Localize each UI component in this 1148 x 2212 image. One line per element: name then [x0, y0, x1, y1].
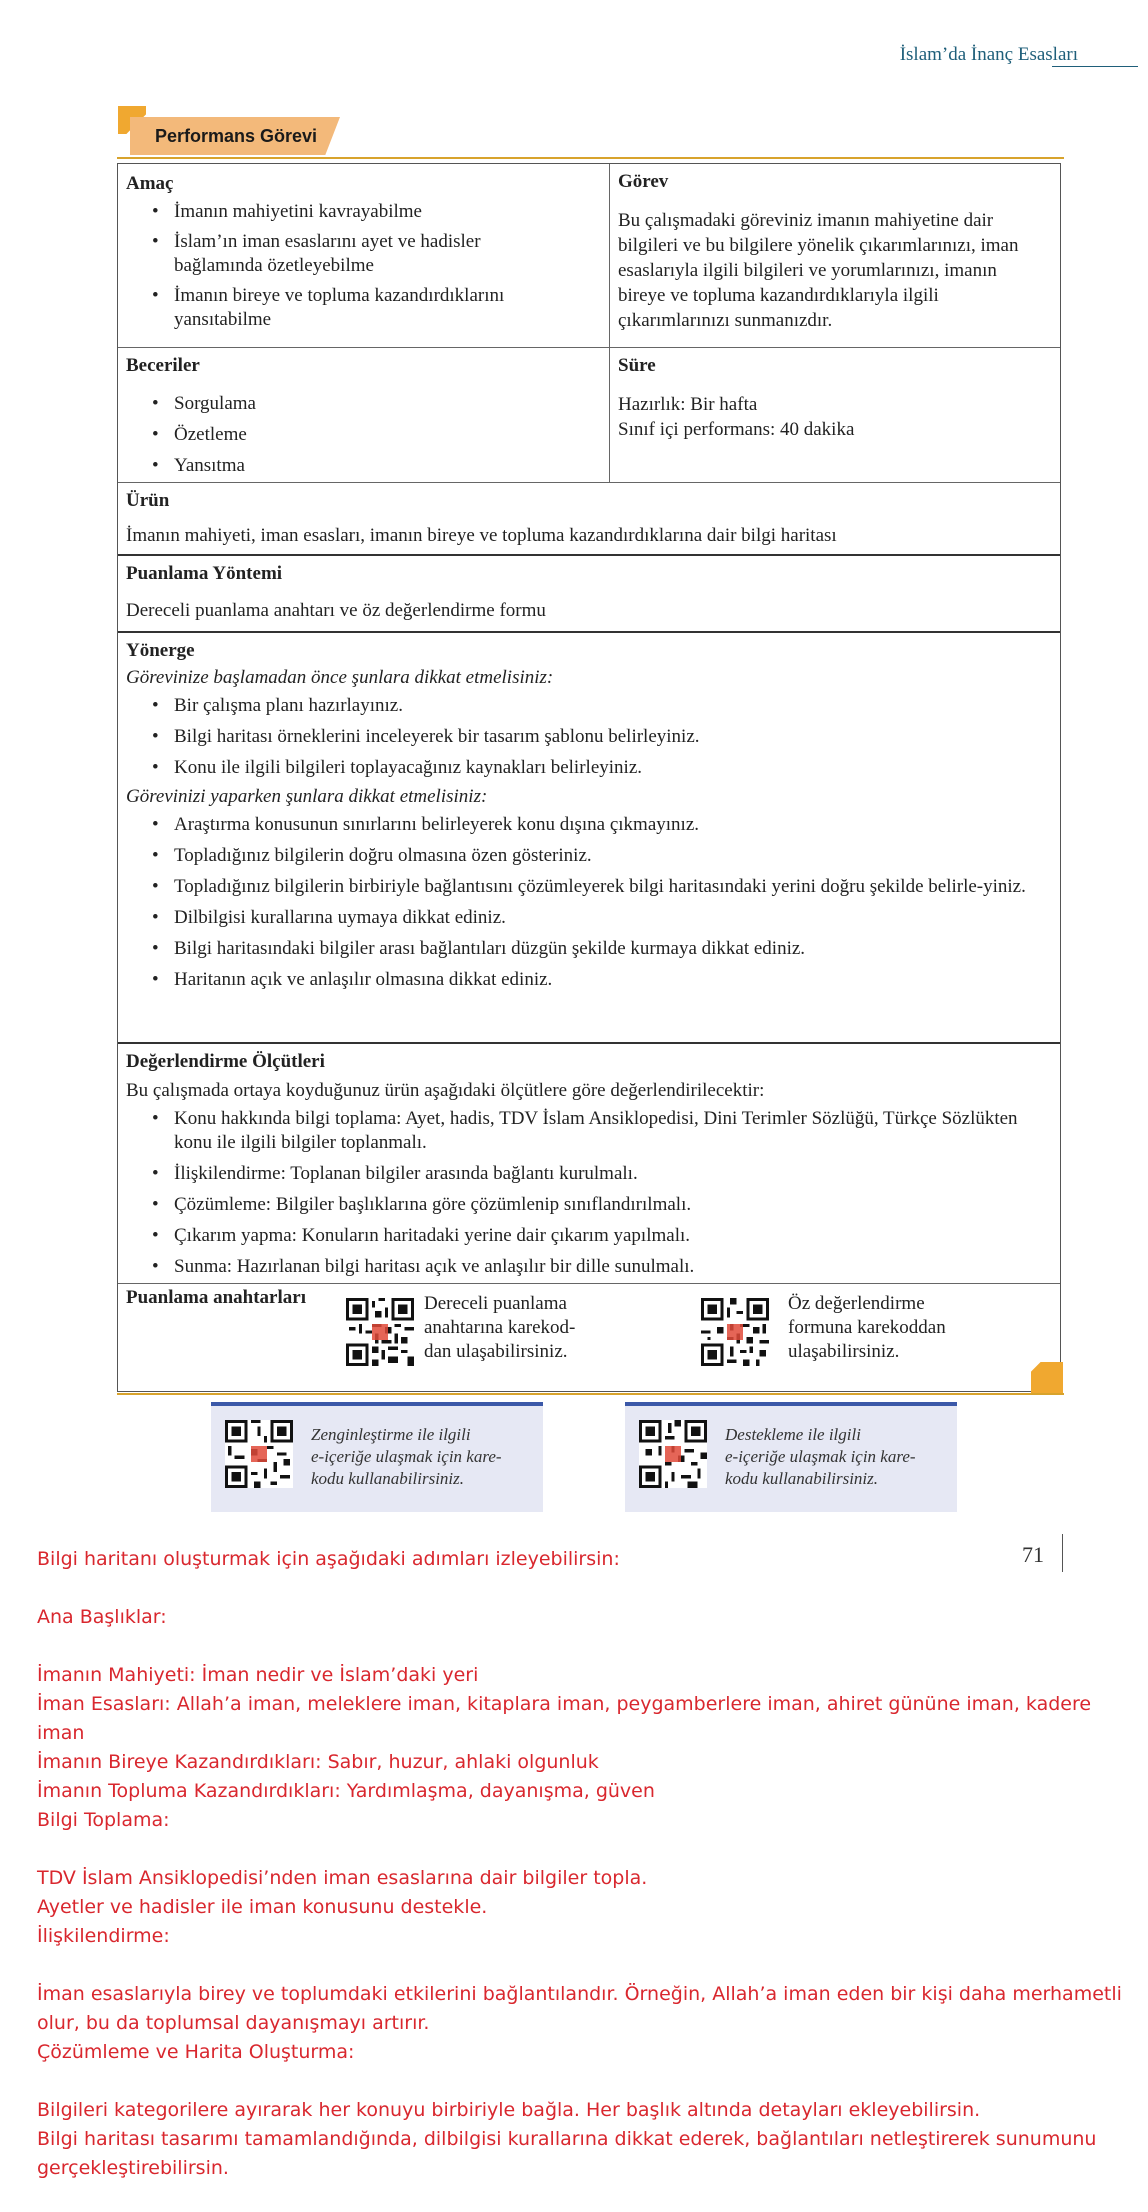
list-item: • Çözümleme: Bilgiler başlıklarına göre çözümlenip sınıflandırılmalı. [174, 1193, 1052, 1217]
list-item: • Topladığınız bilgilerin doğru olmasına özen gösteriniz. [174, 844, 1052, 868]
row-puanlama-anahtarlari [118, 1284, 1060, 1391]
row-degerlendirme [118, 1044, 1060, 1284]
header-underline [1052, 66, 1138, 67]
yonerge-heading: Yönerge [126, 640, 195, 661]
list-item: • Dilbilgisi kurallarına uymaya dikkat ediniz. [174, 906, 1052, 930]
note-line: İman esaslarıyla birey ve toplumdaki etkilerini bağlantılandır. Örneğin, Allah’a iman eden bir kişi daha merhametli olur, bu da toplumsal dayanışmayı artırır. [37, 1983, 1122, 2034]
puanlama-yontemi-cell [118, 556, 1060, 631]
note-line [37, 1951, 1137, 1980]
sure-cell [610, 348, 1060, 482]
qr-code-destekleme[interactable] [639, 1420, 707, 1488]
puanlama-anahtarlari-heading: Puanlama anahtarları [126, 1287, 306, 1308]
list-item: • İmanın mahiyetini kavrayabilme [174, 200, 601, 224]
performance-task-label: Performans Görevi [155, 126, 318, 146]
note-line: İmanın Bireye Kazandırdıkları: Sabır, huzur, ahlaki olgunluk [37, 1751, 599, 1773]
note-line: Bilgi haritanı oluşturmak için aşağıdaki adımları izleyebilirsin: [37, 1548, 620, 1570]
urun-cell [118, 483, 1060, 554]
eicerik-zenginlestirme-box [211, 1402, 543, 1512]
eicerik-zenginlestirme-text [311, 1424, 502, 1490]
puanlama-yontemi-heading: Puanlama Yöntemi [126, 563, 283, 584]
eicerik-destekleme-text [725, 1424, 916, 1490]
row-amac-gorev [118, 164, 1060, 348]
caption-line: dan ulaşabilirsiniz. [424, 1341, 568, 1362]
list-item: • İmanın bireye ve topluma kazandırdıklarını yansıtabilme [174, 284, 574, 332]
list-item: • İlişkilendirme: Toplanan bilgiler arasında bağlantı kurulmalı. [174, 1162, 1052, 1186]
note-line: İmanın Topluma Kazandırdıkları: Yardımlaşma, dayanışma, güven [37, 1780, 655, 1802]
row-beceriler-sure [118, 348, 1060, 483]
caption-line: Dereceli puanlama [424, 1293, 567, 1314]
list-item: • Yansıtma [174, 454, 601, 478]
caption-line: kodu kullanabilirsiniz. [311, 1469, 464, 1488]
caption-line: Öz değerlendirme [788, 1293, 925, 1314]
top-gold-line [117, 157, 1064, 159]
amac-heading: Amaç [126, 173, 174, 194]
caption-line: anahtarına karekod- [424, 1317, 576, 1338]
list-item: • Özetleme [174, 423, 601, 447]
note-line [37, 2067, 1137, 2096]
sure-heading: Süre [618, 355, 656, 376]
amac-cell [118, 164, 609, 347]
caption-line: Destekleme ile ilgili [725, 1425, 861, 1444]
note-line [37, 1632, 1137, 1661]
note-line [37, 1835, 1137, 1864]
caption-line: e-içeriğe ulaşmak için kare- [311, 1447, 502, 1466]
list-item: • Sunma: Hazırlanan bilgi haritası açık ve anlaşılır bir dille sunulmalı. [174, 1255, 1052, 1279]
caption-line: Zenginleştirme ile ilgili [311, 1425, 471, 1444]
beceriler-list [126, 392, 601, 478]
gorev-text: Bu çalışmadaki göreviniz imanın mahiyetine dair bilgileri ve bu bilgilere yönelik çıkarımlarınızı, iman esaslarıyla ilgili bilgileri ve yorumlarınızı, imanın bireye ve topluma kazandırdıklarıyla ilgili çıkarımlarınızı sunmanızdır. [618, 210, 1019, 331]
page-number: 71 [1022, 1542, 1044, 1567]
qr-oz-degerlendirme-caption [788, 1292, 946, 1364]
degerlendirme-list [126, 1107, 1052, 1279]
note-line: Ayetler ve hadisler ile iman konusunu destekle. [37, 1896, 488, 1918]
caption-line: e-içeriğe ulaşmak için kare- [725, 1447, 916, 1466]
list-item: • Konu hakkında bilgi toplama: Ayet, hadis, TDV İslam Ansiklopedisi, Dini Terimler Sözlüğü, Türkçe Sözlükten konu ile ilgili bilgiler toplanmalı. [174, 1107, 1034, 1155]
list-item: • Bilgi haritası örneklerini inceleyerek bir tasarım şablonu belirleyiniz. [174, 725, 1052, 749]
degerlendirme-heading: Değerlendirme Ölçütleri [126, 1051, 325, 1072]
note-line: İman Esasları: Allah’a iman, meleklere iman, kitaplara iman, peygamberlere iman, ahiret gününe iman, kadere iman [37, 1693, 1092, 1744]
amac-list [126, 200, 601, 332]
student-notes [37, 1545, 1137, 2183]
list-item: • Çıkarım yapma: Konuların haritadaki yerine dair çıkarım yapılmalı. [174, 1224, 1052, 1248]
beceriler-heading: Beceriler [126, 355, 200, 376]
note-line [37, 1574, 1137, 1603]
degerlendirme-cell [118, 1044, 1060, 1283]
puanlama-yontemi-text: Dereceli puanlama anahtarı ve öz değerlendirme formu [126, 600, 546, 621]
yonerge-intro-before: Görevinize başlamadan önce şunlara dikkat etmelisiniz: [126, 667, 554, 688]
list-item: • Haritanın açık ve anlaşılır olmasına dikkat ediniz. [174, 968, 1052, 992]
list-item: • Bilgi haritasındaki bilgiler arası bağlantıları düzgün şekilde kurmaya dikkat ediniz. [174, 937, 1052, 961]
note-line: İmanın Mahiyeti: İman nedir ve İslam’daki yeri [37, 1664, 479, 1686]
performance-task-table [117, 163, 1061, 1392]
qr-dereceli-caption [424, 1292, 575, 1364]
list-item: • İslam’ın iman esaslarını ayet ve hadisler bağlamında özetleyebilme [174, 230, 554, 278]
gorev-heading: Görev [618, 171, 669, 192]
list-item: • Bir çalışma planı hazırlayınız. [174, 694, 1052, 718]
sure-sinif-ici: Sınıf içi performans: 40 dakika [618, 419, 855, 440]
note-line: Bilgi haritası tasarımı tamamlandığında, dilbilgisi kurallarına dikkat ederek, bağlantıları netleştirerek sunumunu gerçekleştirebilirsin. [37, 2128, 1097, 2179]
note-line: TDV İslam Ansiklopedisi’nden iman esaslarına dair bilgiler topla. [37, 1867, 648, 1889]
row-yonerge [118, 633, 1060, 1044]
qr-code-zenginlestirme[interactable] [225, 1420, 293, 1488]
eicerik-destekleme-box [625, 1402, 957, 1512]
note-line: Bilgileri kategorilere ayırarak her konuyu birbiriyle bağla. Her başlık altında detayları ekleyebilirsin. [37, 2099, 981, 2121]
caption-line: kodu kullanabilirsiniz. [725, 1469, 878, 1488]
yonerge-intro-during: Görevinizi yaparken şunlara dikkat etmelisiniz: [126, 786, 488, 807]
list-item: • Konu ile ilgili bilgileri toplayacağınız kaynakları belirleyiniz. [174, 756, 1052, 780]
gorev-cell [610, 164, 1060, 347]
list-item: • Sorgulama [174, 392, 601, 416]
note-line: İlişkilendirme: [37, 1925, 170, 1947]
sure-hazirlik: Hazırlık: Bir hafta [618, 394, 758, 415]
degerlendirme-intro: Bu çalışmada ortaya koyduğunuz ürün aşağıdaki ölçütlere göre değerlendirilecektir: [126, 1080, 765, 1101]
yonerge-cell [118, 633, 1060, 1042]
page-header-title: İslam’da İnanç Esasları [899, 44, 1078, 65]
qr-code-dereceli[interactable] [346, 1298, 414, 1366]
list-item: • Topladığınız bilgilerin birbiriyle bağlantısını çözümleyerek bilgi haritasındaki yerini doğru şekilde belirle-yiniz. [174, 875, 1034, 899]
note-line: Ana Başlıklar: [37, 1606, 167, 1628]
bottom-orange-corner [1031, 1362, 1063, 1394]
caption-line: ulaşabilirsiniz. [788, 1341, 900, 1362]
urun-text: İmanın mahiyeti, iman esasları, imanın bireye ve topluma kazandırdıklarına dair bilgi haritası [126, 525, 837, 546]
note-line: Bilgi Toplama: [37, 1809, 170, 1831]
note-line: Çözümleme ve Harita Oluşturma: [37, 2041, 355, 2063]
qr-code-oz-degerlendirme[interactable] [701, 1298, 769, 1366]
urun-heading: Ürün [126, 490, 170, 511]
row-urun [118, 483, 1060, 556]
yonerge-list-during [126, 813, 1052, 992]
yonerge-list-before [126, 694, 1052, 780]
caption-line: formuna karekoddan [788, 1317, 946, 1338]
bottom-gold-line [117, 1393, 1064, 1395]
list-item: • Araştırma konusunun sınırlarını belirleyerek konu dışına çıkmayınız. [174, 813, 1052, 837]
row-puanlama-yontemi [118, 556, 1060, 633]
beceriler-cell [118, 348, 609, 482]
